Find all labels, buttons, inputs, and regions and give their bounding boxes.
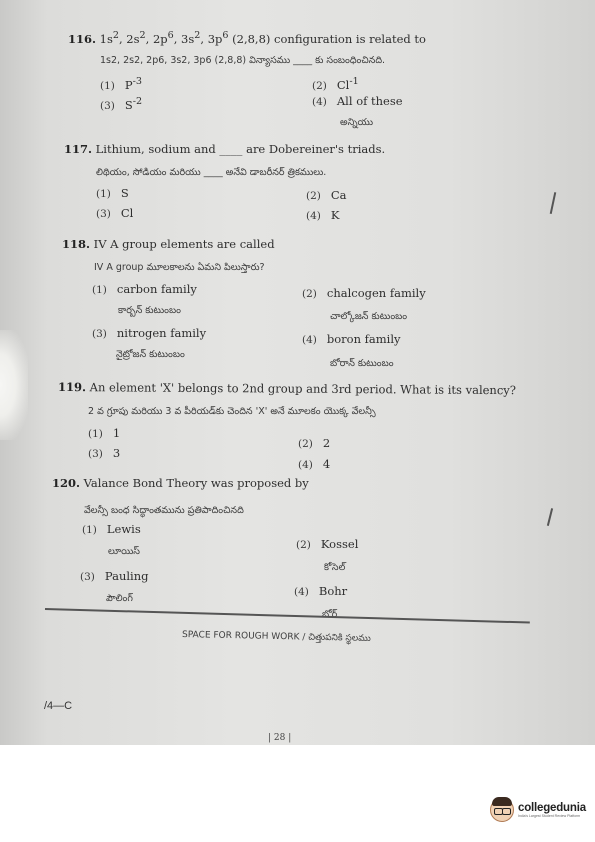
question-telugu: 2 వ గ్రూపు మరియు 3 వ పీరియడ్‌కు చెందిన 'X' అనే మూలకం యొక్క వేలన్సీ (88, 406, 376, 417)
paper-stain (0, 330, 28, 440)
option-120-2: (2) Kossel (296, 537, 359, 551)
question-119: 119. An element 'X' belongs to 2nd group and 3rd period. What is its valency? (57, 380, 517, 398)
option-116-3: (3) $S^{-2}$ (100, 96, 143, 112)
question-118: 118. IV A group elements are called (62, 237, 275, 251)
option-119-2: (2) 2 (298, 436, 331, 450)
question-telugu: లిథియం, సోడియం మరియు ____ అనేవి డాబరీనర్ త్రికములు. (96, 167, 327, 178)
option-116-2: (2) $Cl^{-1}$ (312, 76, 359, 92)
option-118-3: (3) nitrogen family (92, 326, 207, 340)
option-117-1: (1) S (96, 186, 129, 200)
question-116 (68, 30, 426, 46)
option-120-2-telugu: కోసెల్ (324, 562, 346, 573)
question-text: $1s^2$, $2s^2$, $2p^6$, $3s^2$, $3p^6$ (2,8,8) configuration is related to (99, 30, 426, 46)
option-118-2-telugu: చాల్కోజన్ కుటుంబం (330, 311, 408, 322)
divider-line (45, 608, 530, 623)
option-119-1: (1) 1 (88, 426, 121, 440)
option-117-4: (4) K (306, 208, 340, 222)
watermark-logo (490, 798, 586, 822)
question-telugu: వేలన్సీ బంధ సిద్ధాంతమును ప్రతిపాదించినది (84, 505, 244, 516)
option-118-1: (1) carbon family (92, 282, 197, 296)
option-116-1: (1) $P^{-3}$ (100, 76, 142, 92)
option-120-1: (1) Lewis (82, 522, 141, 536)
option-118-4-telugu: బోరాన్ కుటుంబం (330, 358, 394, 369)
option-118-1-telugu: కార్బన్ కుటుంబం (118, 305, 181, 316)
option-118-4: (4) boron family (302, 332, 401, 346)
option-118-3-telugu: నైట్రోజన్ కుటుంబం (116, 349, 185, 360)
option-117-3: (3) Cl (96, 206, 134, 220)
option-120-4: (4) Bohr (294, 584, 348, 598)
question-telugu: IV A group మూలకాలను ఏమని పిలుస్తారు? (94, 262, 265, 273)
option-119-3: (3) 3 (88, 446, 121, 460)
option-120-3-telugu: పౌలింగ్ (106, 593, 133, 604)
option-118-2: (2) chalcogen family (302, 286, 426, 300)
question-number: 116. (68, 31, 97, 46)
mascot-icon (490, 798, 514, 822)
option-117-2: (2) Ca (306, 188, 347, 202)
option-119-4: (4) 4 (298, 457, 331, 471)
option-116-4: (4) All of these (312, 94, 403, 108)
option-120-1-telugu: లూయిస్ (108, 546, 140, 557)
question-117: 117. Lithium, sodium and ____ are Dobereiner's triads. (64, 142, 386, 156)
question-120: 120. Valance Bond Theory was proposed by (52, 476, 309, 490)
option-120-4-telugu: బోర్ (322, 609, 338, 620)
pen-mark (547, 508, 553, 526)
question-telugu: 1s2, 2s2, 2p6, 3s2, 3p6 (2,8,8) విన్యాసము ____ కు సంబంధించినది. (100, 55, 386, 66)
page-number: | 28 | (268, 733, 292, 743)
brand-name: collegedunia (518, 802, 586, 814)
brand-tagline: India's Largest Student Review Platform (518, 814, 581, 818)
booklet-code: /4—C (44, 700, 73, 712)
pen-mark (550, 192, 556, 214)
option-120-3: (3) Pauling (80, 569, 149, 583)
option-116-4-telugu: అన్నియు (340, 117, 374, 128)
rough-work-label: SPACE FOR ROUGH WORK / చిత్తుపనికి స్థలము (181, 630, 371, 644)
